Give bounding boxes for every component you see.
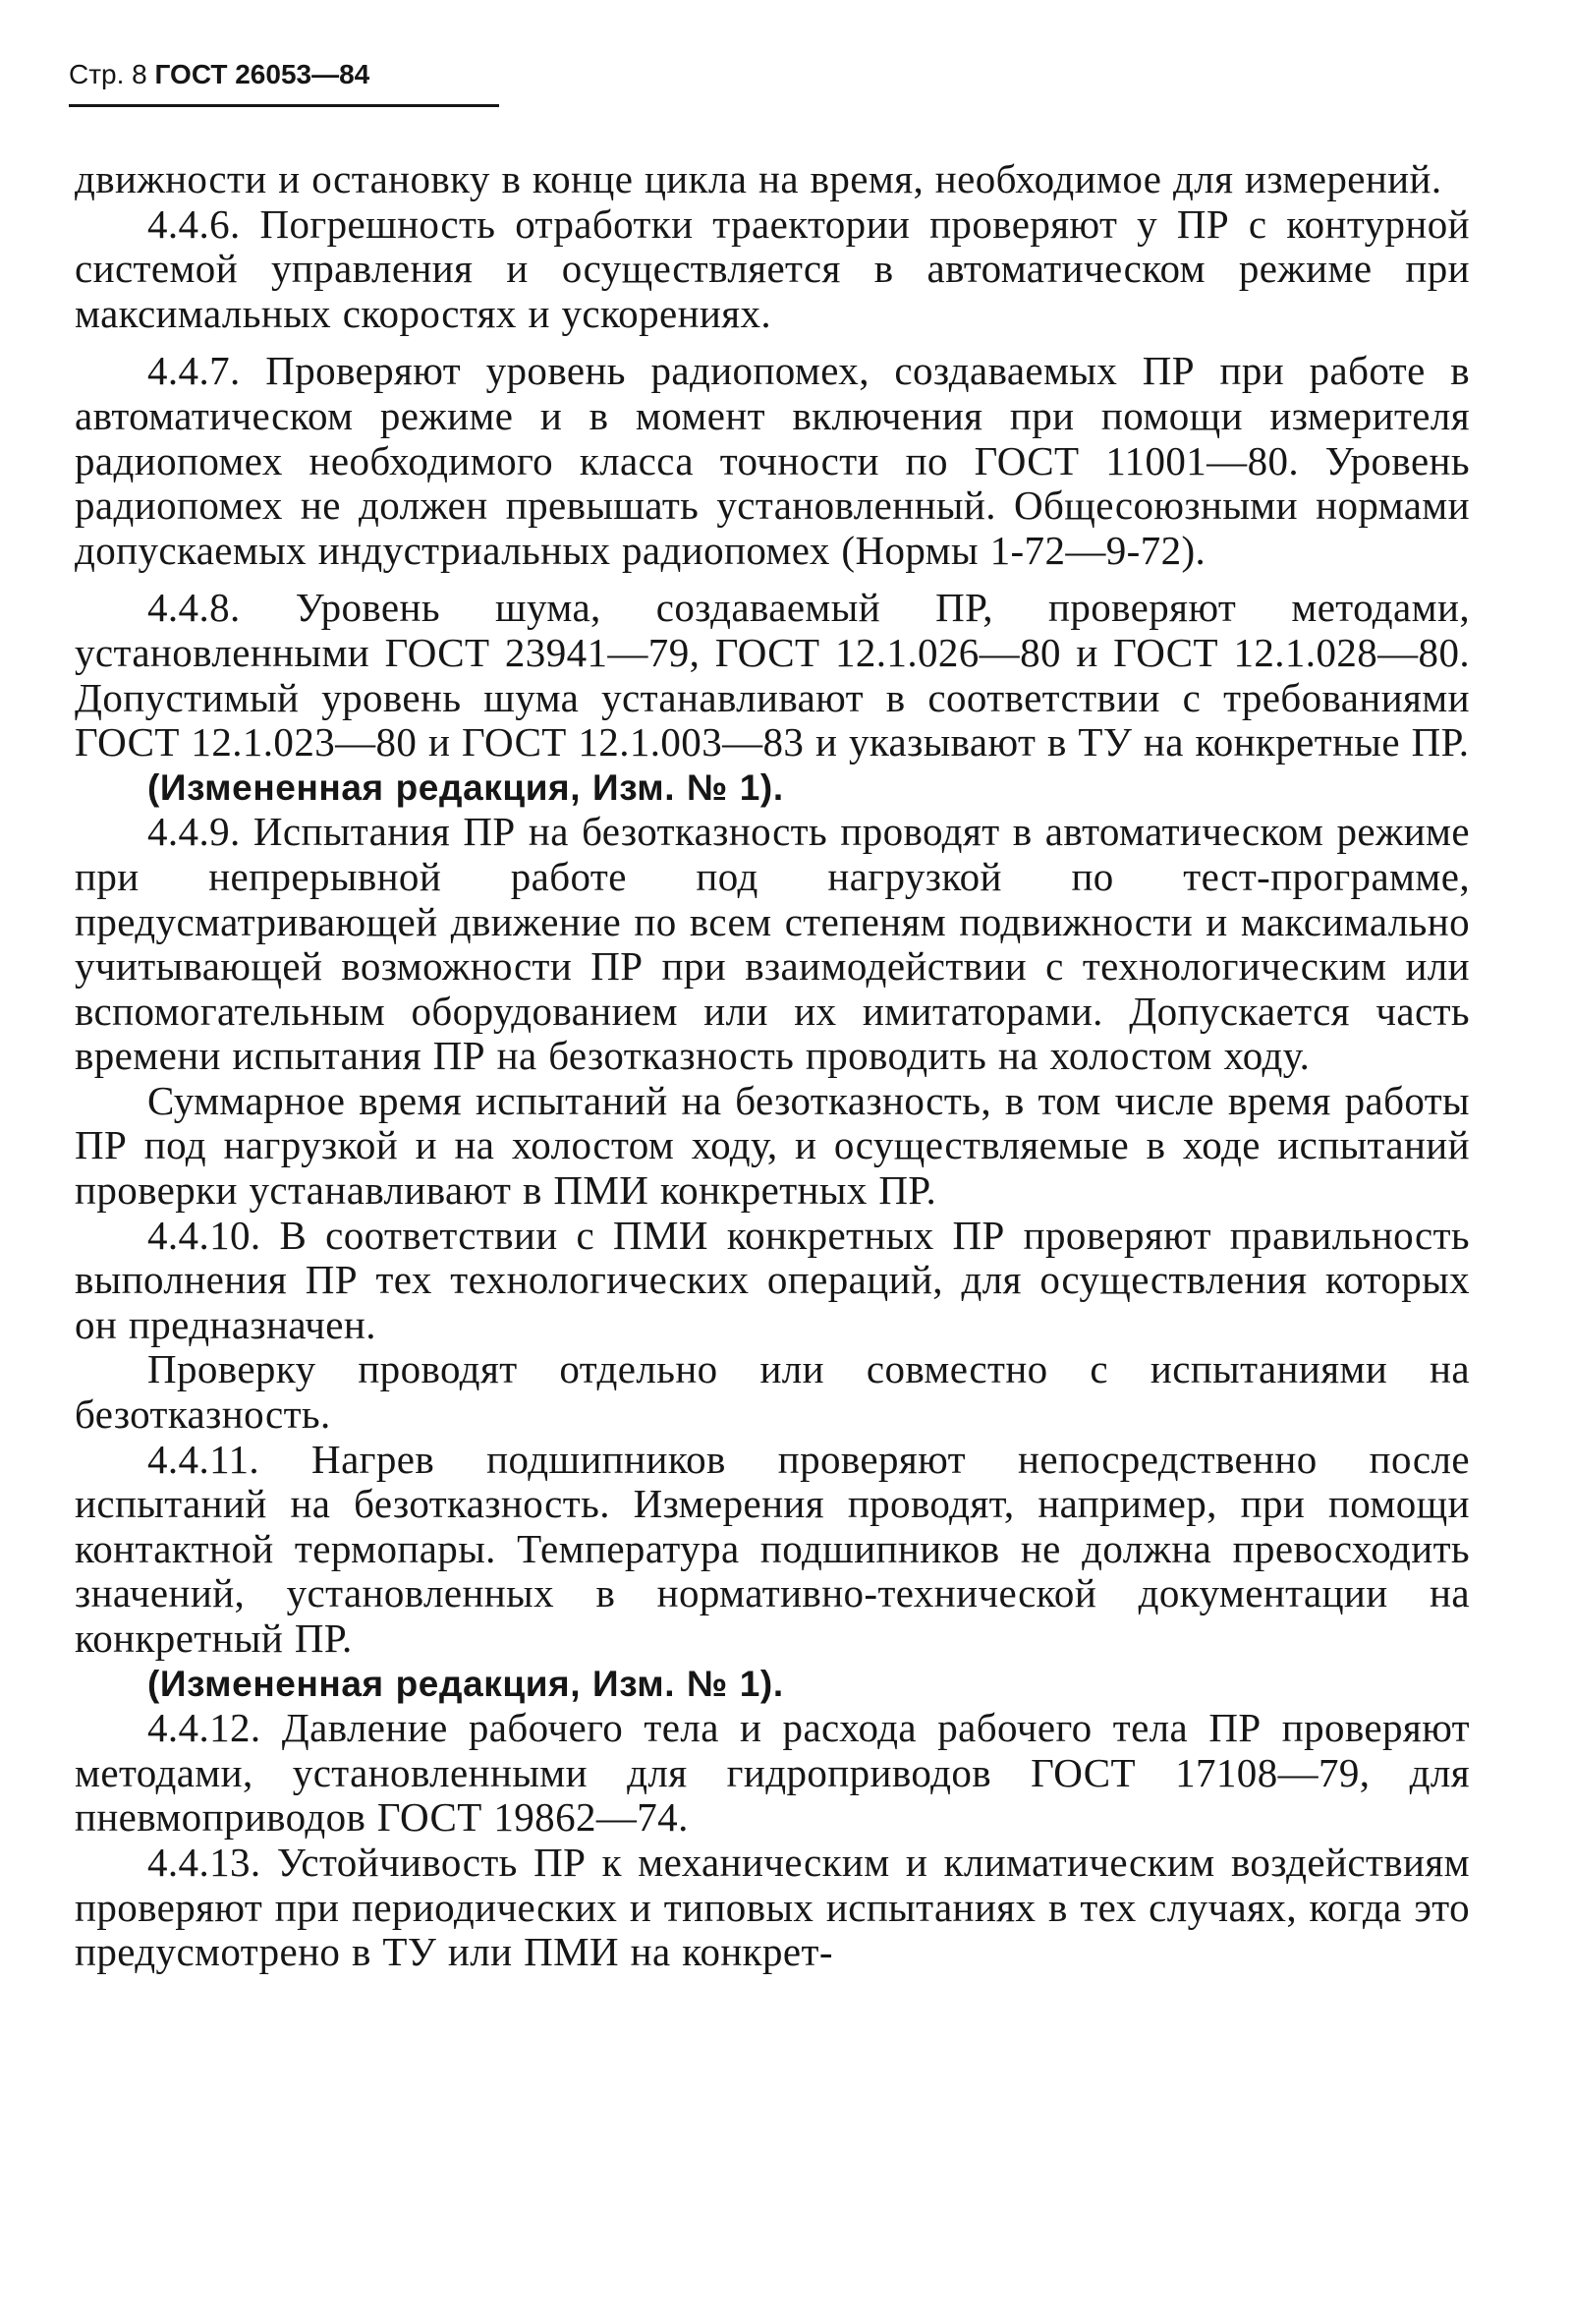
paragraph-4-4-11: 4.4.11. Нагрев подшипников проверяют непосредственно после испытаний на безотказность. Измерения проводят, например, при помощи контактной термопары. Температура подшипников не должна превосходить значений, установленных в нормативно-технической документации на конкретный ПР.: [75, 1436, 1470, 1661]
paragraph-4-4-10: 4.4.10. В соответствии с ПМИ конкретных ПР проверяют правильность выполнения ПР тех технологических операций, для осуществления которых он предназначен.: [75, 1212, 1470, 1347]
paragraph-continuation: движности и остановку в конце цикла на время, необходимое для измерений.: [75, 156, 1442, 201]
running-header: [69, 57, 501, 92]
paragraph-4-4-9: 4.4.9. Испытания ПР на безотказность проводят в автоматическом режиме при непрерывной работе под нагрузкой по тест-программе, предусматривающей движение по всем степеням подвижности и максимально учитывающей возможности ПР при взаимодействии с технологическим или вспомогательным оборудованием или их имитаторами. Допускается часть времени испытания ПР на безотказность проводить на холостом ходу.: [75, 809, 1470, 1079]
paragraph-4-4-13: 4.4.13. Устойчивость ПР к механическим и климатическим воздействиям проверяют при периодических и типовых испытаниях в тех случаях, когда это предусмотрено в ТУ или ПМИ на конкрет-: [75, 1839, 1470, 1975]
paragraph-4-4-8: 4.4.8. Уровень шума, создаваемый ПР, проверяют методами, установленными ГОСТ 23941—79, ГОСТ 12.1.026—80 и ГОСТ 12.1.028—80. Допустимый уровень шума устанавливают в соответствии с требованиями ГОСТ 12.1.023—80 и ГОСТ 12.1.003—83 и указывают в ТУ на конкретные ПР.: [75, 585, 1470, 765]
paragraph-check: Проверку проводят отдельно или совместно с испытаниями на безотказность.: [75, 1346, 1470, 1438]
paragraph-total-time: Суммарное время испытаний на безотказность, в том числе время работы ПР под нагрузкой и на холостом ходу, и осуществляемые в ходе испытаний проверки устанавливают в ПМИ конкретных ПР.: [75, 1077, 1470, 1214]
page-number: Стр. 8: [69, 59, 147, 89]
paragraph-4-4-7: 4.4.7. Проверяют уровень радиопомех, создаваемых ПР при работе в автоматическом режиме и в момент включения при помощи измерителя радиопомех необходимого класса точности по ГОСТ 11001—80. Уровень радиопомех не должен превышать установленный. Общесоюзными нормами допускаемых индустриальных радиопомех (Нормы 1-72—9-72).: [75, 348, 1470, 573]
amendment-note: (Измененная редакция, Изм. № 1).: [147, 1663, 784, 1704]
page-header: [69, 57, 501, 92]
standard-designation: ГОСТ 26053—84: [154, 59, 370, 89]
body-text: [75, 157, 1470, 1975]
amendment-note: (Измененная редакция, Изм. № 1).: [147, 766, 784, 808]
header-rule: [69, 104, 499, 107]
paragraph-4-4-6: 4.4.6. Погрешность отработки траектории проверяют у ПР с контурной системой управления и осуществляется в автоматическом режиме при максимальных скоростях и ускорениях.: [75, 200, 1470, 336]
paragraph-4-4-12: 4.4.12. Давление рабочего тела и расхода рабочего тела ПР проверяют методами, установленными для гидроприводов ГОСТ 17108—79, для пневмоприводов ГОСТ 19862—74.: [75, 1705, 1470, 1841]
